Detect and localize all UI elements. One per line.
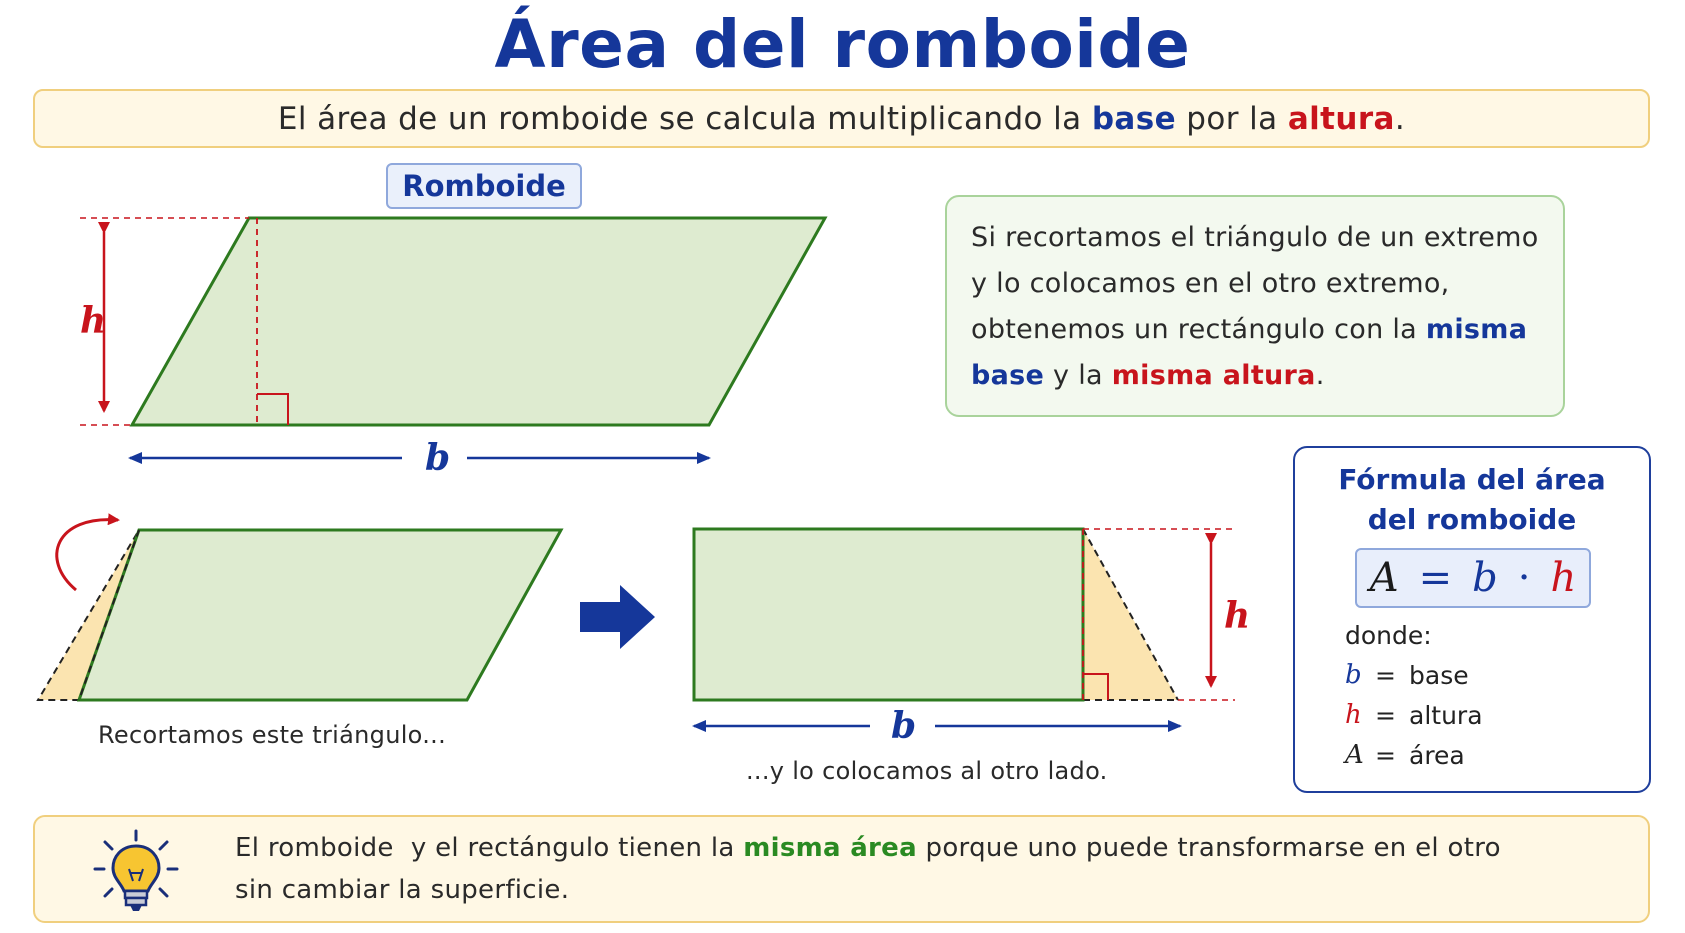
caption-right: ...y lo colocamos al otro lado. — [746, 757, 1108, 785]
bottom-line-1-prefix: El romboide y el rectángulo tienen la — [235, 833, 735, 863]
explain-misma: misma — [1425, 314, 1528, 345]
def-text-a: área — [1409, 740, 1465, 770]
formula-title-line-2: del romboide — [1367, 503, 1577, 536]
formula-title — [1295, 460, 1649, 540]
formula-dot: · — [1517, 555, 1531, 601]
lightbulb-icon — [91, 829, 181, 915]
bottom-text — [235, 827, 1535, 911]
explain-line-3-prefix: obtenemos un rectángulo con la — [971, 314, 1418, 345]
def-row-a — [1345, 740, 1465, 770]
bottom-misma-area: misma área — [743, 833, 917, 863]
explain-line-2: y lo colocamos en el otro extremo, — [971, 268, 1450, 299]
def-eq-b: = — [1375, 660, 1396, 690]
explain-period: . — [1315, 360, 1325, 391]
bottom-line-1 — [235, 827, 1535, 869]
intro-altura: altura — [1287, 100, 1395, 137]
intro-prefix: El área de un romboide se calcula multiplicando la — [277, 100, 1082, 137]
rectangle-shape — [694, 529, 1083, 700]
def-text-h: altura — [1409, 700, 1483, 730]
rect-base-label: b — [891, 705, 917, 747]
formula-A: A — [1369, 555, 1399, 601]
def-eq-a: = — [1375, 740, 1396, 770]
formula-h: h — [1550, 555, 1577, 601]
formula-equals: = — [1418, 555, 1453, 601]
intro-base: base — [1091, 100, 1177, 137]
def-var-h: h — [1345, 700, 1362, 730]
explain-line-1: Si recortamos el triángulo de un extremo — [971, 222, 1539, 253]
def-eq-h: = — [1375, 700, 1396, 730]
def-var-b: b — [1345, 660, 1362, 690]
explain-line-3 — [971, 307, 1543, 353]
explanation-box — [945, 195, 1565, 417]
romboide-label: Romboide — [386, 163, 582, 209]
bottom-line-2: sin cambiar la superficie. — [235, 875, 570, 905]
formula-title-line-1: Fórmula del área — [1338, 463, 1606, 496]
formula-box — [1293, 446, 1651, 793]
base-label: b — [425, 437, 451, 479]
def-row-h — [1345, 700, 1483, 730]
rhomboid-remaining — [79, 530, 561, 700]
def-var-a: A — [1345, 740, 1364, 770]
right-arrow-icon — [580, 585, 655, 649]
rect-height-label: h — [1224, 595, 1251, 637]
intro-suffix: . — [1394, 100, 1406, 137]
bottom-line-1-suffix: porque uno puede transformarse en el otro — [925, 833, 1501, 863]
intro-middle: por la — [1186, 100, 1278, 137]
explain-base: base — [971, 360, 1045, 391]
formula-donde: donde: — [1345, 621, 1432, 650]
page-title: Área del romboide — [494, 6, 1191, 83]
rectangle-result — [694, 529, 1250, 747]
rhomboid-shape — [132, 218, 825, 425]
bottom-note — [33, 815, 1650, 923]
explain-line-4 — [971, 353, 1543, 399]
rhomboid-top — [80, 218, 825, 479]
explain-misma-altura: misma altura — [1111, 360, 1316, 391]
explain-y-la: y la — [1053, 360, 1103, 391]
rhomboid-cut — [38, 520, 561, 700]
formula-equation — [1355, 548, 1591, 608]
caption-left: Recortamos este triángulo... — [98, 721, 447, 749]
def-text-b: base — [1409, 660, 1469, 690]
formula-b: b — [1472, 555, 1498, 601]
height-label: h — [80, 300, 107, 342]
def-row-b — [1345, 660, 1469, 690]
